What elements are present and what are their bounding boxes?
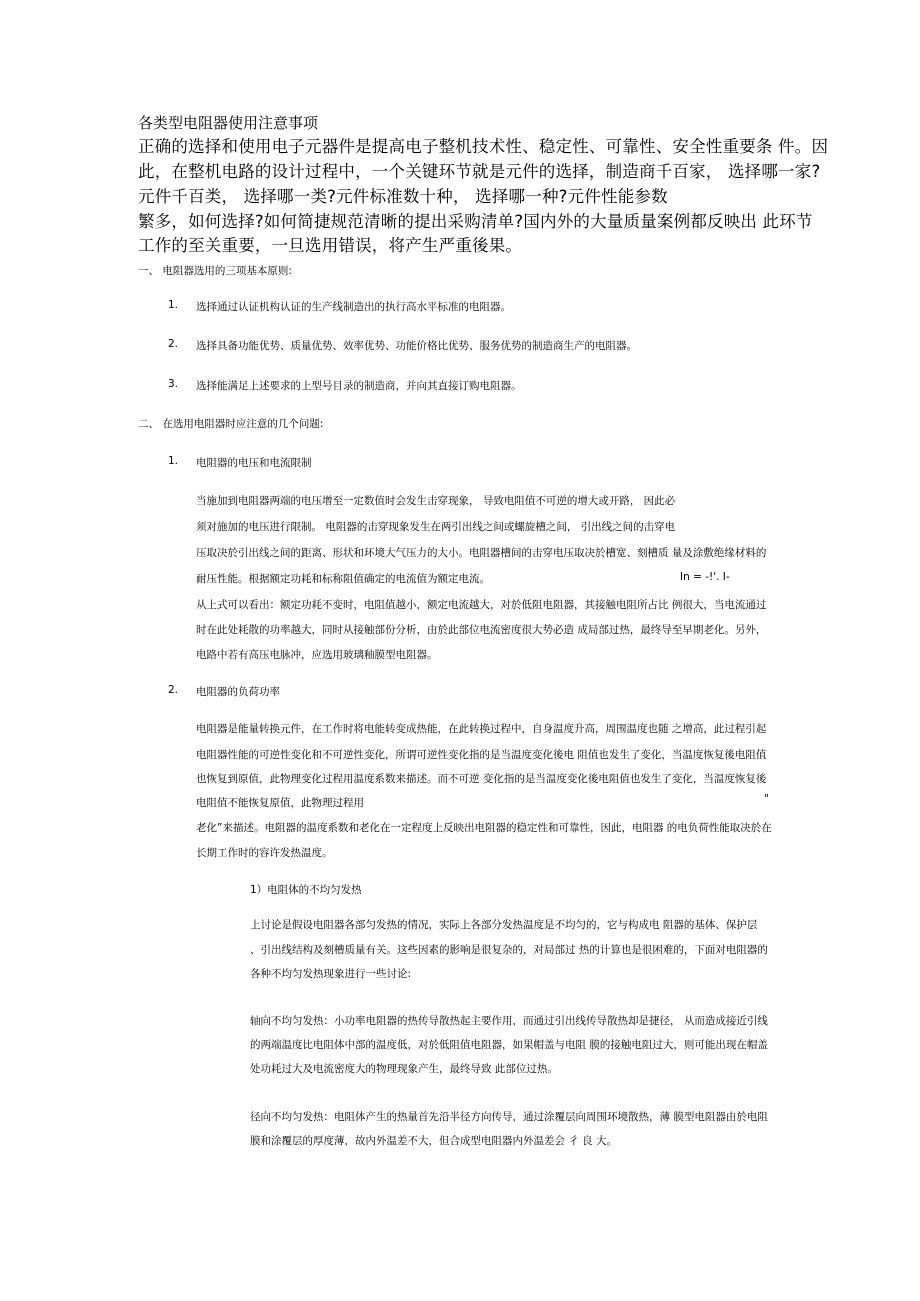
paragraph-line: 耐压性能。根据额定功耗和标称阻值确定的电流值为额定电流。 [196,573,490,585]
formula: In = -!'. I- [680,571,730,583]
list-number: 2. [168,684,179,696]
paragraph-line: 电路中若有高压电脉冲，应选用玻璃釉膜型电阻器。 [196,649,438,661]
paragraph-line: 须对施加的电压进行限制。 电阻器的击穿现象发生在两引出线之间或螺旋槽之间， 引出线之间的击穿电 [196,521,676,533]
document-title: 各类型电阻器使用注意事项 [138,114,319,132]
intro-line: 繁多，如何选择?如何简捷规范清晰的提出采购清单?国内外的大量质量案例都反映出 此环节 [138,212,813,231]
list-number: 1. [168,299,179,311]
paragraph-line: 当施加到电阻器两端的电压增至一定数值时会发生击穿现象， 导致电阻值不可逆的增大或开路， 因此必 [196,495,676,507]
paragraph-line: 径向不均匀发热：电阻体产生的热量首先沿半径方向传导，通过涂覆层向周围环境散热，薄 膜型电阻器由於电阻 [250,1111,768,1123]
paragraph-line: 各种不均匀发热现象进行一些讨论: [250,968,412,980]
section-heading-1: 一、 电阻器选用的三项基本原则: [138,265,292,277]
intro-line: 工作的至关重要，一旦选用错误，将产生严重後果。 [138,236,523,255]
paragraph-line: 电阻值不能恢复原值，此物理过程用 [196,797,364,809]
intro-line: 正确的选择和使用电子元器件是提高电子整机技术性、稳定性、可靠性、安全性重要条 件。因 [138,137,829,156]
paragraph-line: 上讨论是假设电阻器各部匀发热的情况，实际上各部分发热温度是不均匀的，它与构成电 阻器的基体、保护层 [250,919,758,931]
paragraph-line: 长期工作时的容许发热温度。 [196,847,333,859]
paragraph-line: 电阻器是能量转换元件，在工作时将电能转变成热能，在此转换过程中，自身温度升高，周围温度也随 之增高，此过程引起 [196,723,767,735]
subsection-title: 电阻器的负荷功率 [196,686,280,698]
intro-line: 此，在整机电路的设计过程中，一个关键环节就是元件的选择，制造商千百家， 选择哪一家? [138,162,821,181]
list-item: 选择具备功能优势、质量优势、效率优势、功能价格比优势、服务优势的制造商生产的电阻器。 [196,340,637,352]
paragraph-line: 也恢复到原值，此物理变化过程用温度系数来描述。而不可逆 变化指的是当温度变化後电阻值也发生了变化，当温度恢复後 [196,773,767,785]
quote-mark: " [764,793,769,805]
paragraph-line: 老化”来描述。电阻器的温度系数和老化在一定程度上反映出电阻器的稳定性和可靠性，因此，电阻器 的电负荷性能取决於在 [196,822,772,834]
paragraph-line: 轴向不均匀发热：小功率电阻器的热传导散热起主要作用，而通过引出线传导散热却是捷径， 从而造成接近引线 [250,1015,768,1027]
paragraph-line: 膜和涂覆层的厚度薄，故内外温差不大，但合成型电阻器内外温差会 彳 良 大。 [250,1135,618,1147]
paragraph-line: 从上式可以看出：额定功耗不变时，电阻值越小，额定电流越大，对於低阻电阻器，其接触电阻所占比 例很大，当电流通过 [196,599,767,611]
subsection-title: 电阻器的电压和电流限制 [196,457,312,469]
list-number: 3. [168,378,179,390]
list-number: 1. [168,455,179,467]
intro-line: 元件千百类， 选择哪一类?元件标准数十种， 选择哪一种?元件性能参数 [138,187,668,206]
paragraph-line: 压取决於引出线之间的距离、形状和环境大气压力的大小。电阻器槽间的击穿电压取决於槽宽、刻槽质 量及涂敷绝缘材料的 [196,547,767,559]
paragraph-line: 的两端温度比电阻体中部的温度低，对於低阻值电阻器，如果帽盖与电阻 膜的接触电阻过大，则可能出现在帽盖 [250,1039,768,1051]
paragraph-line: 时在此处耗散的功率越大，同时从接触部份分析，由於此部位电流密度很大势必造 成局部过热，最终导至早期老化。另外， [196,624,767,636]
list-item: 选择能满足上述要求的上型号目录的制造商，并向其直接订购电阻器。 [196,380,522,392]
section-heading-2: 二、 在选用电阻器时应注意的几个问题: [138,418,324,430]
paragraph-line: 电阻器性能的可逆性变化和不可逆性变化，所谓可逆性变化指的是当温度变化後电 阻值也发生了变化，当温度恢复後电阻值 [196,749,767,761]
paragraph-line: 处功耗过大及电流密度大的物理现象产生，最终导致 此部位过热。 [250,1063,558,1075]
paragraph-line: 、引出线结构及刻槽质量有关。这些因素的影响是很复杂的，对局部过 热的计算也是很困难的，下面对电阻器的 [250,944,768,956]
list-item: 选择通过认证机构认证的生产线制造出的执行高水平标准的电阻器。 [196,301,511,313]
list-number: 2. [168,338,179,350]
subsection-title: 1）电阻体的不均匀发热 [250,884,362,896]
